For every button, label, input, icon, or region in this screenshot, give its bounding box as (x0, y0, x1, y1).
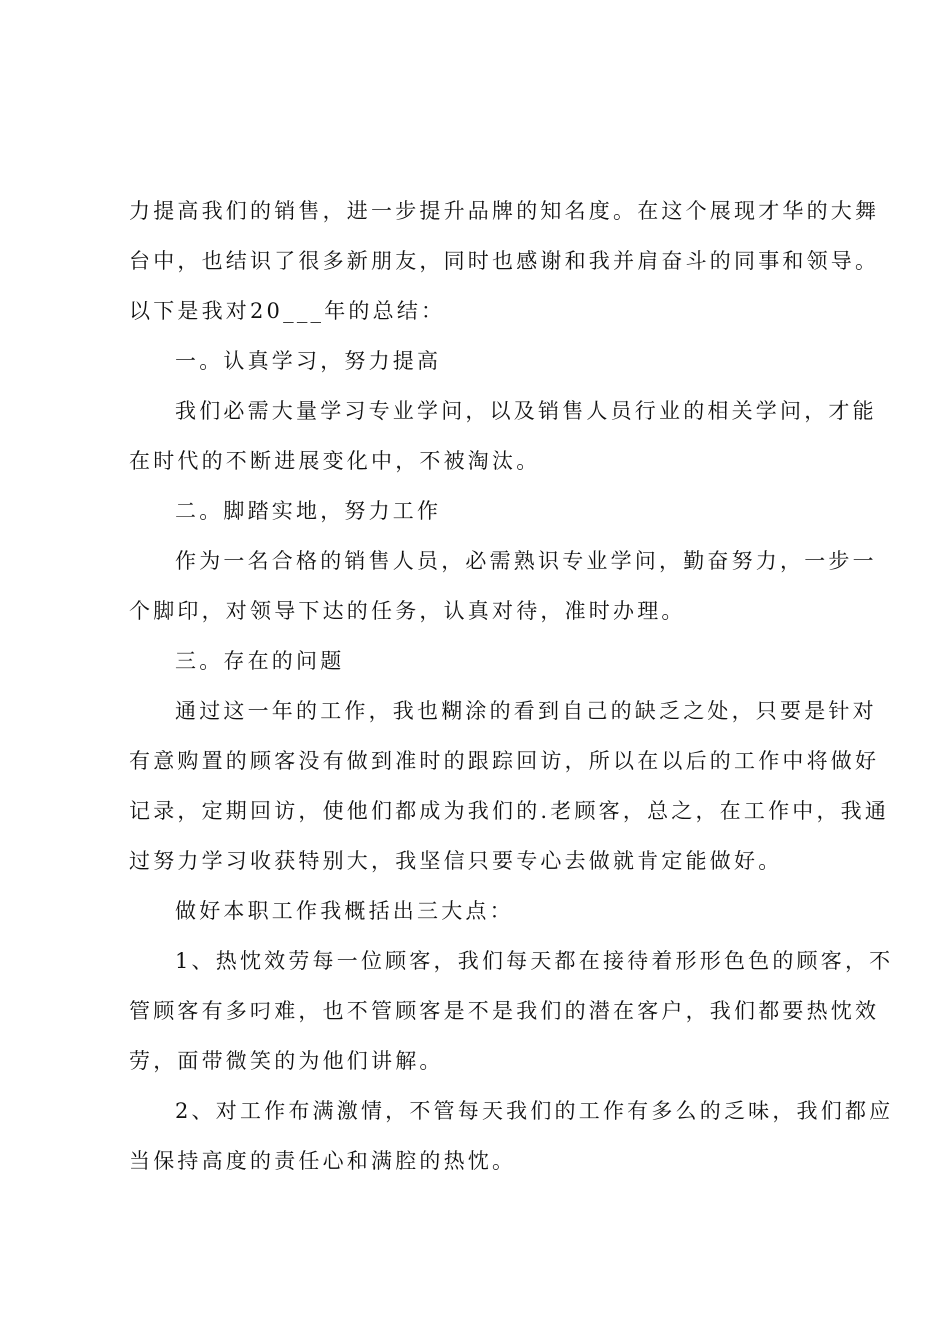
paragraph-line: 力提高我们的销售，进一步提升品牌的知名度。在这个展现才华的大舞 (129, 199, 880, 223)
paragraph-line: 通过这一年的工作，我也糊涂的看到自己的缺乏之处，只要是针对 (175, 699, 877, 723)
paragraph-line: 台中，也结识了很多新朋友，同时也感谢和我并肩奋斗的同事和领导。 (129, 249, 880, 273)
paragraph-line: 作为一名合格的销售人员，必需熟识专业学问，勤奋努力，一步一 (175, 549, 877, 573)
list-item-line: 管顾客有多叼难，也不管顾客是不是我们的潜在客户，我们都要热忱效 (129, 999, 880, 1023)
list-item-line: 当保持高度的责任心和满腔的热忱。 (129, 1149, 517, 1173)
paragraph-line: 以下是我对20___年的总结： (129, 299, 446, 323)
paragraph-line: 有意购置的顾客没有做到准时的跟踪回访，所以在以后的工作中将做好 (129, 749, 880, 773)
paragraph-line: 个脚印，对领导下达的任务，认真对待，准时办理。 (129, 599, 686, 623)
paragraph-line: 过努力学习收获特别大，我坚信只要专心去做就肯定能做好。 (129, 849, 783, 873)
section-heading: 一。认真学习，努力提高 (175, 349, 442, 373)
paragraph-line: 做好本职工作我概括出三大点： (175, 899, 514, 923)
list-item-line: 劳，面带微笑的为他们讲解。 (129, 1049, 444, 1073)
list-item-line: 1、热忱效劳每一位顾客，我们每天都在接待着形形色色的顾客，不 (175, 949, 894, 973)
paragraph-line: 在时代的不断进展变化中，不被淘汰。 (129, 449, 541, 473)
paragraph-line: 我们必需大量学习专业学问，以及销售人员行业的相关学问，才能 (175, 399, 877, 423)
document-body (129, 186, 894, 1186)
section-heading: 三。存在的问题 (175, 649, 345, 673)
paragraph-line: 记录，定期回访，使他们都成为我们的.老顾客，总之，在工作中，我通 (129, 799, 890, 823)
list-item-line: 2、对工作布满激情，不管每天我们的工作有多么的乏味，我们都应 (175, 1099, 894, 1123)
section-heading: 二。脚踏实地，努力工作 (175, 499, 442, 523)
